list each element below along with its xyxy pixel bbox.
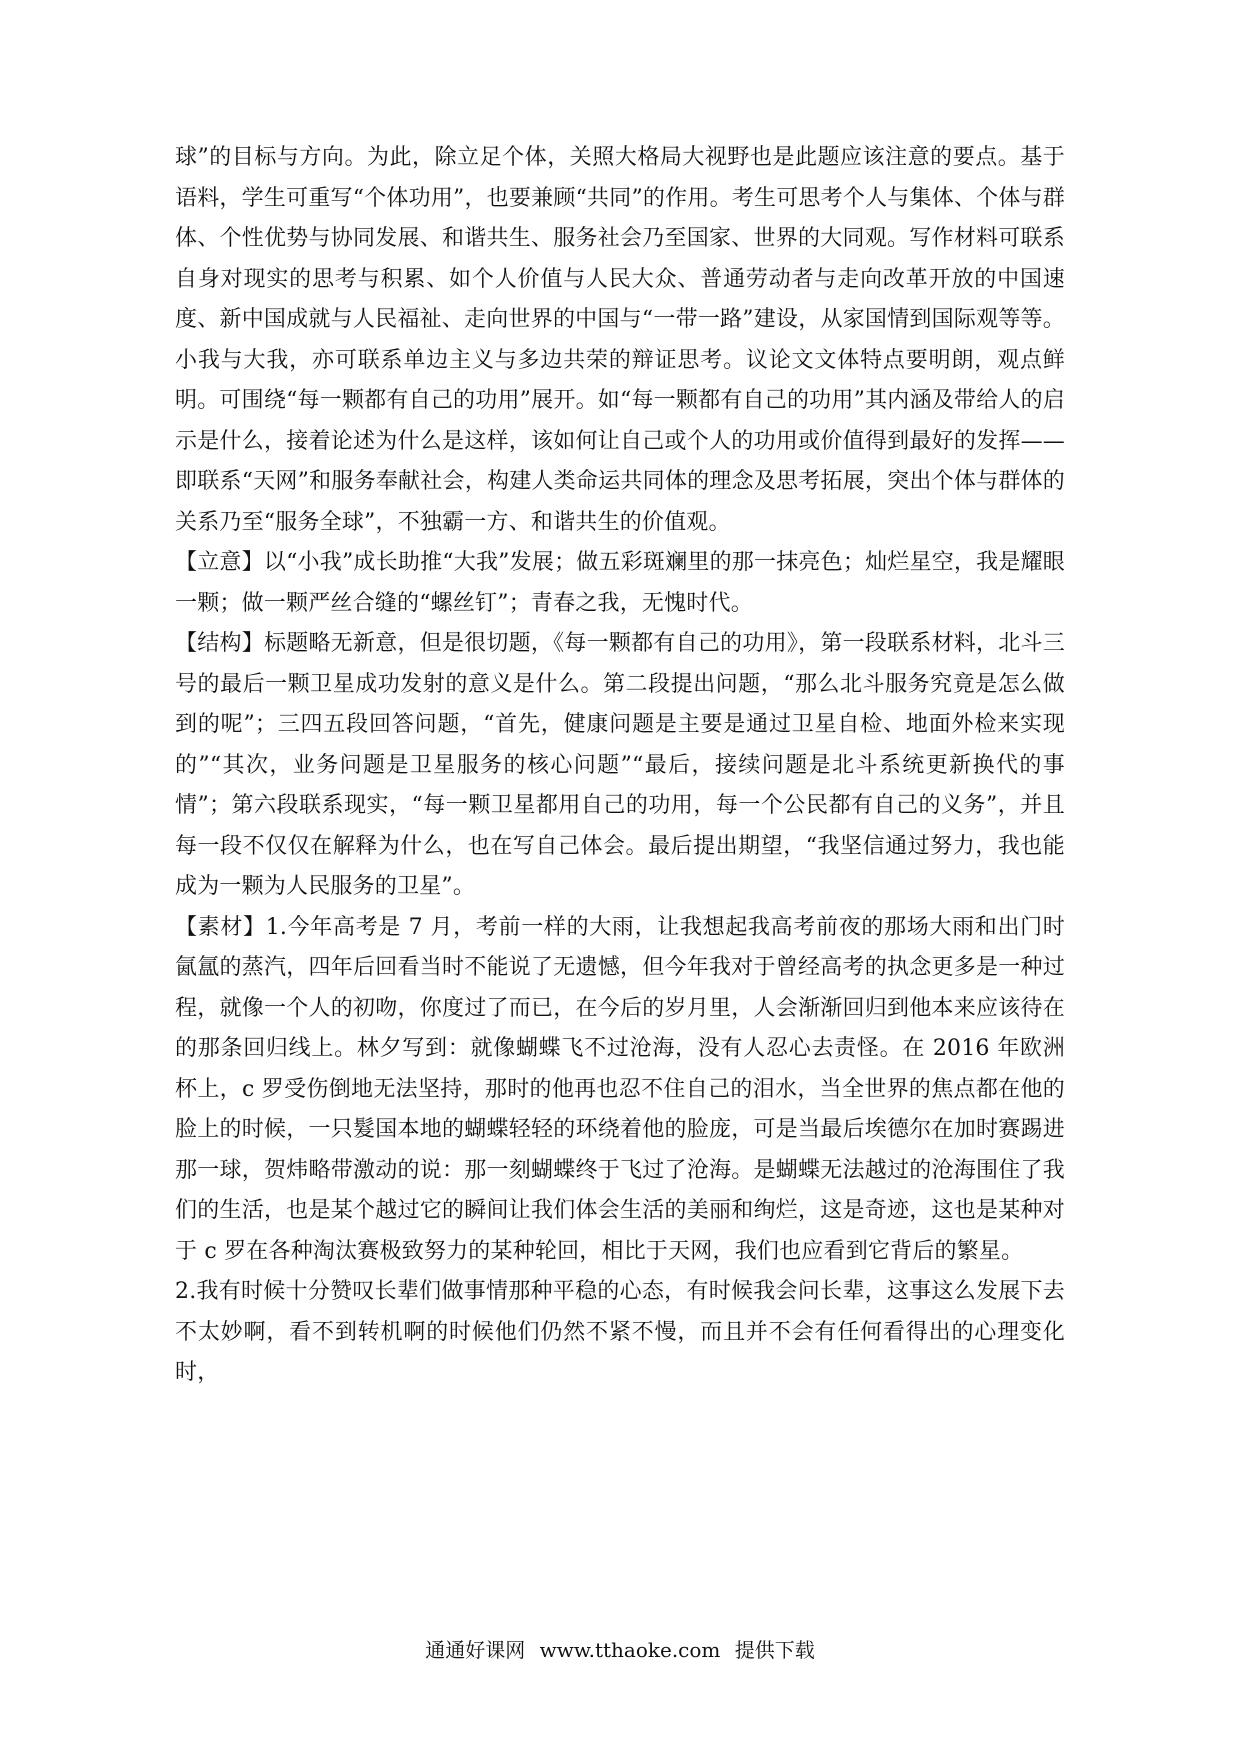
footer-suffix: 提供下载 — [734, 1638, 815, 1662]
paragraph-liyi — [175, 543, 1065, 624]
paragraph-text: 2.我有时候十分赞叹长辈们做事情那种平稳的心态，有时候我会问长辈，这事这么发展下去不太妙啊，看不到转机啊的时候他们仍然不紧不慢，而且并不会有任何看得出的心理变化时， — [175, 1279, 1065, 1385]
footer-site-url: www.tthaoke.com — [539, 1638, 721, 1662]
section-tag-jiegou: 【结构】 — [175, 631, 264, 656]
paragraph-text: 球”的目标与方向。为此，除立足个体，关照大格局大视野也是此题应该注意的要点。基于语料，学生可重写“个体功用”，也要兼顾“共同”的作用。考生可思考个人与集体、个体与群体、个性优势与协同发展、和谐共生、服务社会乃至国家、世界的大同观。写作材料可联系自身对现实的思考与积累、如个人价值与人民大众、普通劳动者与走向改革开放的中国速度、新中国成就与人民福祉、走向世界的中国与“一带一路”建设，从家国情到国际观等等。小我与大我，亦可联系单边主义与多边共荣的辩证思考。议论文文体特点要明朗，观点鲜明。可围绕“每一颗都有自己的功用”展开。如“每一颗都有自己的功用”其内涵及带给人的启示是什么，接着论述为什么是这样，该如何让自己或个人的功用或价值得到最好的发挥——即联系“天网”和服务奉献社会，构建人类命运共同体的理念及思考拓展，突出个体与群体的关系乃至“服务全球”，不独霸一方、和谐共生的价值观。 — [175, 145, 1065, 535]
section-tag-sucai: 【素材】 — [175, 914, 266, 940]
paragraph-text: 以“小我”成长助推“大我”发展；做五彩斑斓里的那一抹亮色；灿烂星空，我是耀眼一颗；做一颗严丝合缝的“螺丝钉”；青春之我，无愧时代。 — [175, 550, 1065, 616]
paragraph-jiegou — [175, 624, 1065, 908]
document-body — [175, 138, 1065, 1394]
paragraph-text: 标题略无新意，但是很切题，《每一颗都有自己的功用》，第一段联系材料，北斗三号的最后一颗卫星成功发射的意义是什么。第二段提出问题，“那么北斗服务究竟是怎么做到的呢”；三四五段回答问题，“首先，健康问题是主要是通过卫星自检、地面外检来实现的”“其次，业务问题是卫星服务的核心问题”“最后，接续问题是北斗系统更新换代的事情”；第六段联系现实，“每一颗卫星都用自己的功用，每一个公民都有自己的义务”，并且每一段不仅仅在解释为什么，也在写自己体会。最后提出期望，“我坚信通过努力，我也能成为一颗为人民服务的卫星”。 — [175, 631, 1065, 899]
section-tag-liyi: 【立意】 — [175, 550, 264, 575]
paragraph-text: 1.今年高考是 7 月，考前一样的大雨，让我想起我高考前夜的那场大雨和出门时氤氲的蒸汽，四年后回看当时不能说了无遗憾，但今年我对于曾经高考的执念更多是一种过程，就像一个人的初吻，你度过了而已，在今后的岁月里，人会渐渐回归到他本来应该待在的那条回归线上。林夕写到：就像蝴蝶飞不过沧海，没有人忍心去责怪。在 2016 年欧洲杯上，c 罗受伤倒地无法坚持，那时的他再也忍不住自己的泪水，当全世界的焦点都在他的脸上的时候，一只髮国本地的蝴蝶轻轻的环绕着他的脸庞，可是当最后埃德尔在加时赛踢进那一球，贺炜略带激动的说：那一刻蝴蝶终于飞过了沧海。是蝴蝶无法越过的沧海围住了我们的生活，也是某个越过它的瞬间让我们体会生活的美丽和绚烂，这是奇迹，这也是某种对于 c 罗在各种淘汰赛极致努力的某种轮回，相比于天网，我们也应看到它背后的繁星。 — [175, 914, 1065, 1264]
paragraph-sucai — [175, 908, 1065, 1273]
page-footer — [0, 1636, 1240, 1664]
paragraph-material-2 — [175, 1272, 1065, 1394]
paragraph-intro — [175, 138, 1065, 543]
footer-site-name: 通通好课网 — [425, 1638, 526, 1662]
